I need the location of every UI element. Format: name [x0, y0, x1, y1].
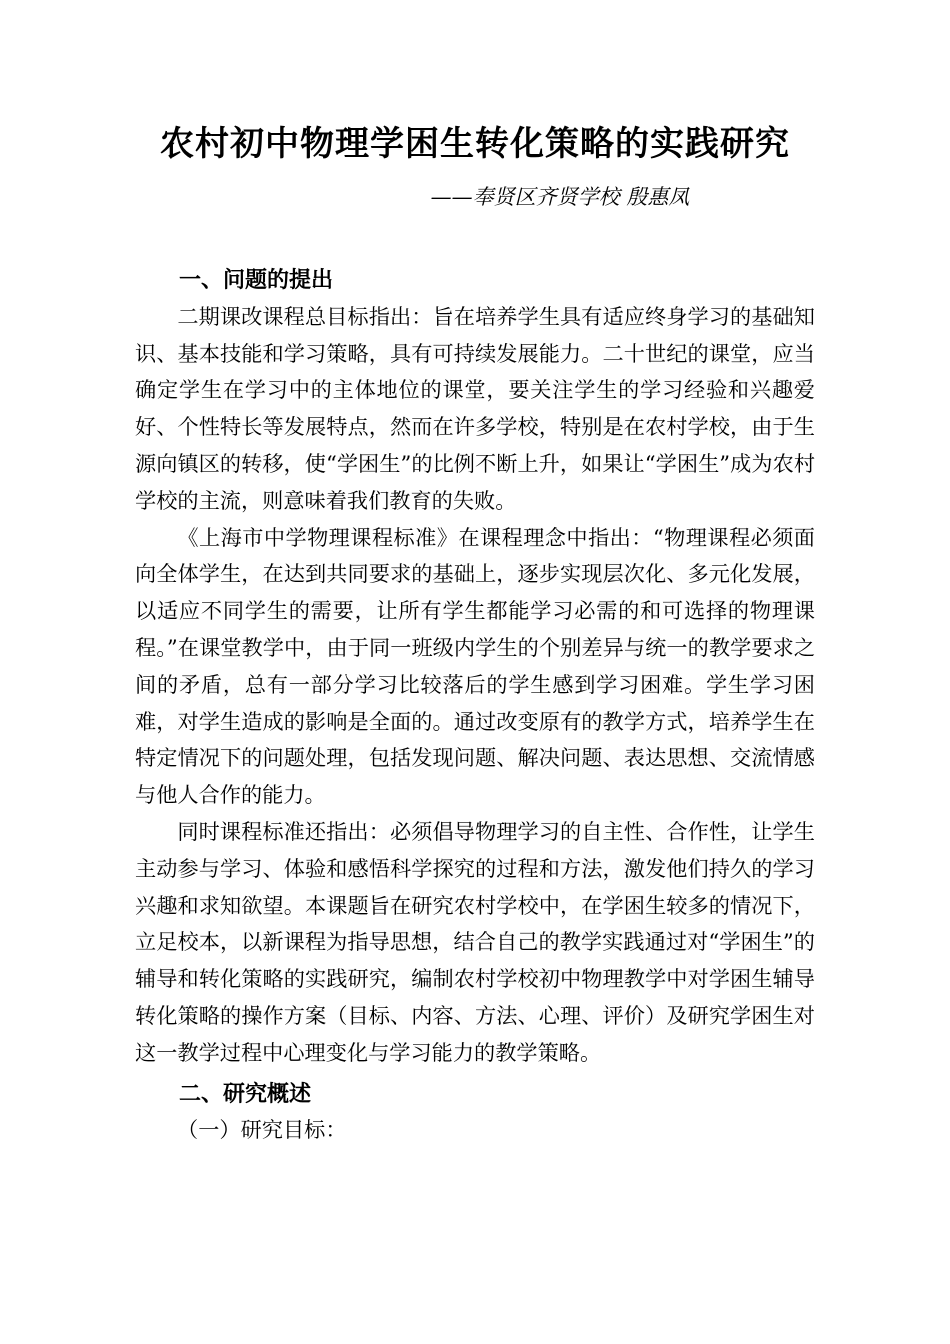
body-paragraph: 《上海市中学物理课程标准》在课程理念中指出：“物理课程必须面向全体学生，在达到共同要求的基础上，逐步实现层次化、多元化发展，以适应不同学生的需要，让所有学生都能学习必需的和可选择的物理课程。”在课堂教学中，由于同一班级内学生的个别差异与统一的教学要求之间的矛盾，总有一部分学习比较落后的学生感到学习困难。学生学习困难，对学生造成的影响是全面的。通过改变原有的教学方式，培养学生在特定情况下的问题处理，包括发现问题、解决问题、表达思想、交流情感与他人合作的能力。: [135, 524, 815, 808]
document-body: [135, 262, 815, 1149]
subsection-heading: （一）研究目标：: [177, 1117, 347, 1143]
section-heading: 二、研究概述: [179, 1080, 312, 1107]
body-paragraph: 同时课程标准还指出：必须倡导物理学习的自主性、合作性，让学生主动参与学习、体验和感悟科学探究的过程和方法，激发他们持久的学习兴趣和求知欲望。本课题旨在研究农村学校中，在学困生较多的情况下，立足校本，以新课程为指导思想，结合自己的教学实践通过对“学困生”的辅导和转化策略的实践研究，编制农村学校初中物理教学中对学困生辅导转化策略的操作方案（目标、内容、方法、心理、评价）及研究学困生对这一教学过程中心理变化与学习能力的教学策略。: [135, 818, 815, 1065]
document-author-line: ——奉贤区齐贤学校 殷惠凤: [430, 185, 690, 209]
document-title: 农村初中物理学困生转化策略的实践研究: [160, 124, 790, 164]
body-paragraph: 二期课改课程总目标指出：旨在培养学生具有适应终身学习的基础知识、基本技能和学习策略，具有可持续发展能力。二十世纪的课堂，应当确定学生在学习中的主体地位的课堂，要关注学生的学习经验和兴趣爱好、个性特长等发展特点，然而在许多学校，特别是在农村学校，由于生源向镇区的转移，使“学困生”的比例不断上升，如果让“学困生”成为农村学校的主流，则意味着我们教育的失败。: [135, 303, 815, 513]
section-heading: 一、问题的提出: [179, 267, 334, 293]
